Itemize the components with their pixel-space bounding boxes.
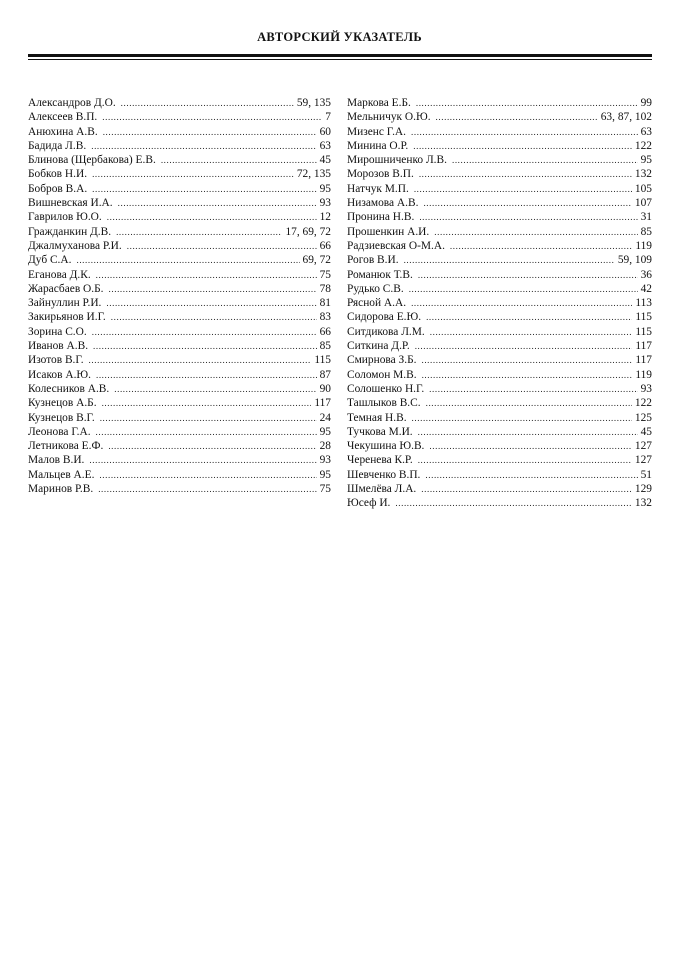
page-numbers: 63	[640, 125, 652, 138]
author-name: Маркова Е.Б.	[347, 97, 411, 109]
page-numbers: 36	[640, 268, 652, 281]
dot-leader	[114, 382, 316, 396]
page-numbers: 28	[319, 440, 331, 453]
dot-leader	[127, 239, 317, 253]
index-entry	[347, 496, 652, 510]
author-name: Тучкова М.И.	[347, 425, 413, 438]
index-entry	[347, 239, 652, 253]
dot-leader	[92, 325, 317, 339]
page-numbers: 99	[640, 97, 652, 109]
page-numbers: 93	[640, 382, 652, 395]
index-entry	[28, 239, 331, 253]
author-name: Колесников А.В.	[28, 382, 110, 395]
author-name: Жарасбаев О.Б.	[28, 282, 104, 295]
author-name: Александров Д.О.	[28, 97, 116, 109]
author-name: Шмелёва Л.А.	[347, 483, 417, 496]
index-entry	[28, 310, 331, 324]
index-column-left	[28, 96, 331, 496]
dot-leader	[116, 225, 282, 239]
index-entry	[28, 411, 331, 425]
index-entry	[347, 325, 652, 339]
index-entry	[347, 339, 652, 353]
index-entry	[347, 482, 652, 496]
author-name: Ситдикова Л.М.	[347, 325, 425, 338]
dot-leader	[429, 439, 632, 453]
dot-leader	[100, 411, 317, 425]
author-name: Леонова Г.А.	[28, 425, 91, 438]
dot-leader	[121, 96, 294, 110]
dot-leader	[436, 110, 598, 124]
dot-leader	[92, 167, 294, 181]
index-entry	[28, 225, 331, 239]
page-numbers: 12	[319, 211, 331, 224]
dot-leader	[109, 282, 317, 296]
page-numbers: 93	[319, 197, 331, 210]
page-numbers: 75	[319, 483, 331, 496]
index-entry	[28, 353, 331, 367]
dot-leader	[418, 268, 638, 282]
author-name: Шевченко В.П.	[347, 468, 421, 481]
page-numbers: 83	[319, 311, 331, 324]
page-numbers: 117	[314, 397, 331, 410]
page-numbers: 81	[319, 297, 331, 310]
page-numbers: 66	[319, 325, 331, 338]
dot-leader	[103, 125, 317, 139]
page-numbers: 95	[319, 182, 331, 195]
dot-leader	[96, 368, 317, 382]
dot-leader	[102, 396, 312, 410]
dot-leader	[426, 310, 632, 324]
index-entry	[28, 339, 331, 353]
dot-leader	[106, 296, 316, 310]
index-entry	[28, 96, 331, 110]
page-numbers: 125	[634, 411, 652, 424]
page-numbers: 87	[319, 368, 331, 381]
author-name: Джалмуханова Р.И.	[28, 239, 122, 252]
dot-leader	[423, 196, 631, 210]
author-name: Анюхина А.В.	[28, 125, 98, 138]
author-name: Иванов А.В.	[28, 340, 89, 353]
index-entry	[347, 425, 652, 439]
index-entry	[28, 325, 331, 339]
dot-leader	[111, 310, 317, 324]
index-entry	[28, 382, 331, 396]
page-numbers: 119	[635, 239, 652, 252]
author-name: Летникова Е.Ф.	[28, 440, 104, 453]
author-name: Еганова Д.К.	[28, 268, 91, 281]
author-name: Сидорова Е.Ю.	[347, 311, 422, 324]
dot-leader	[107, 210, 317, 224]
author-name: Малов В.И.	[28, 454, 85, 467]
dot-leader	[421, 353, 632, 367]
page-numbers: 63	[319, 139, 331, 152]
author-name: Низамова А.В.	[347, 197, 419, 210]
page-numbers: 129	[634, 483, 652, 496]
dot-leader	[418, 425, 638, 439]
author-name: Чекушина Ю.В.	[347, 440, 425, 453]
page-numbers: 105	[634, 182, 652, 195]
page-numbers: 115	[635, 325, 652, 338]
dot-leader	[421, 482, 632, 496]
dot-leader	[404, 253, 615, 267]
page-numbers: 24	[319, 411, 331, 424]
dot-leader	[419, 167, 632, 181]
page-numbers: 66	[319, 239, 331, 252]
dot-leader	[429, 382, 637, 396]
page-numbers: 113	[635, 297, 652, 310]
author-name: Бобков Н.И.	[28, 168, 88, 181]
author-name: Блинова (Щербакова) Е.В.	[28, 154, 156, 167]
author-name: Соломон М.В.	[347, 368, 417, 381]
index-entry	[347, 282, 652, 296]
author-name: Темная Н.В.	[347, 411, 407, 424]
index-entry	[28, 182, 331, 196]
author-name: Ситкина Д.Р.	[347, 340, 410, 353]
index-entry	[347, 139, 652, 153]
dot-leader	[93, 339, 317, 353]
page-numbers: 7	[325, 111, 331, 124]
index-entry	[347, 196, 652, 210]
dot-leader	[412, 411, 632, 425]
author-name: Маринов Р.В.	[28, 483, 94, 496]
index-entry	[347, 368, 652, 382]
author-name: Смирнова З.Б.	[347, 354, 417, 367]
page-numbers: 63, 87, 102	[600, 111, 652, 124]
author-name: Вишневская И.А.	[28, 197, 113, 210]
dot-leader	[411, 125, 638, 139]
author-name: Закирьянов И.Г.	[28, 311, 106, 324]
author-name: Мизенс Г.А.	[347, 125, 406, 138]
dot-leader	[450, 239, 632, 253]
index-entry	[347, 110, 652, 124]
page-numbers: 59, 109	[617, 254, 652, 267]
page-numbers: 75	[319, 268, 331, 281]
page-numbers: 69, 72	[302, 254, 331, 267]
author-name: Бобров В.А.	[28, 182, 88, 195]
author-name: Кузнецов В.Г.	[28, 411, 95, 424]
author-name: Гаврилов Ю.О.	[28, 211, 102, 224]
author-name: Бадида Л.В.	[28, 139, 87, 152]
index-entry	[347, 182, 652, 196]
index-entry	[347, 125, 652, 139]
dot-leader	[96, 425, 317, 439]
author-name: Солошенко Н.Г.	[347, 382, 425, 395]
page-numbers: 115	[635, 311, 652, 324]
author-name: Изотов В.Г.	[28, 354, 84, 367]
index-entry	[28, 167, 331, 181]
dot-leader	[419, 210, 637, 224]
header-rule-thick	[28, 54, 652, 57]
page-numbers: 72, 135	[296, 168, 331, 181]
index-entry	[28, 396, 331, 410]
page-numbers: 85	[640, 225, 652, 238]
index-entry	[347, 225, 652, 239]
index-entry	[347, 439, 652, 453]
index-entry	[28, 482, 331, 496]
index-entry	[28, 125, 331, 139]
index-entry	[347, 468, 652, 482]
author-name: Романюк Т.В.	[347, 268, 413, 281]
page-numbers: 90	[319, 382, 331, 395]
index-entry	[28, 468, 331, 482]
author-name: Мальцев А.Е.	[28, 468, 95, 481]
page-numbers: 93	[319, 454, 331, 467]
index-entry	[28, 368, 331, 382]
index-entry	[347, 453, 652, 467]
dot-leader	[91, 139, 316, 153]
dot-leader	[89, 353, 312, 367]
page-numbers: 107	[634, 197, 652, 210]
index-entry	[28, 268, 331, 282]
dot-leader	[89, 453, 316, 467]
index-entry	[28, 210, 331, 224]
page-numbers: 122	[634, 397, 652, 410]
index-entry	[347, 353, 652, 367]
page-numbers: 127	[634, 454, 652, 467]
index-entry	[28, 282, 331, 296]
dot-leader	[108, 439, 316, 453]
dot-leader	[426, 396, 632, 410]
index-entry	[347, 396, 652, 410]
index-entry	[347, 153, 652, 167]
dot-leader	[76, 253, 299, 267]
author-name: Кузнецов А.Б.	[28, 397, 97, 410]
page-numbers: 42	[640, 282, 652, 295]
author-name: Зайнуллин Р.И.	[28, 297, 102, 310]
author-name: Минина О.Р.	[347, 139, 409, 152]
dot-leader	[415, 339, 633, 353]
author-name: Рогов В.И.	[347, 254, 399, 267]
index-entry	[28, 110, 331, 124]
author-name: Мельничук О.Ю.	[347, 111, 431, 124]
index-entry	[347, 210, 652, 224]
dot-leader	[425, 468, 637, 482]
page-numbers: 122	[634, 139, 652, 152]
header-rule-thin	[28, 59, 652, 60]
dot-leader	[434, 225, 637, 239]
index-entry	[28, 253, 331, 267]
page-numbers: 132	[634, 168, 652, 181]
author-name: Дуб С.А.	[28, 254, 72, 267]
author-name: Гражданкин Д.В.	[28, 225, 112, 238]
index-entry	[28, 196, 331, 210]
author-name: Прошенкин А.И.	[347, 225, 430, 238]
page-numbers: 45	[640, 425, 652, 438]
dot-leader	[422, 368, 633, 382]
dot-leader	[98, 482, 316, 496]
dot-leader	[418, 453, 632, 467]
author-name: Алексеев В.П.	[28, 111, 98, 124]
index-entry	[347, 310, 652, 324]
index-entry	[28, 153, 331, 167]
dot-leader	[161, 153, 317, 167]
index-entry	[28, 439, 331, 453]
dot-leader	[413, 139, 632, 153]
dot-leader	[416, 96, 638, 110]
page-numbers: 95	[640, 154, 652, 167]
index-entry	[347, 96, 652, 110]
page-numbers: 45	[319, 154, 331, 167]
page-numbers: 78	[319, 282, 331, 295]
dot-leader	[395, 496, 632, 510]
index-entry	[28, 139, 331, 153]
dot-leader	[96, 268, 317, 282]
author-name: Юсеф И.	[347, 497, 391, 510]
page-numbers: 17, 69, 72	[285, 225, 331, 238]
page-numbers: 117	[635, 354, 652, 367]
page-numbers: 127	[634, 440, 652, 453]
page-title: АВТОРСКИЙ УКАЗАТЕЛЬ	[257, 30, 422, 45]
page-numbers: 95	[319, 468, 331, 481]
index-entry	[28, 425, 331, 439]
dot-leader	[102, 110, 322, 124]
dot-leader	[118, 196, 317, 210]
dot-leader	[99, 468, 316, 482]
dot-leader	[409, 282, 638, 296]
author-name: Зорина С.О.	[28, 325, 87, 338]
index-entry	[347, 167, 652, 181]
author-name: Мирошниченко Л.В.	[347, 154, 447, 167]
page-numbers: 51	[640, 468, 652, 481]
index-column-right	[347, 96, 652, 511]
dot-leader	[430, 325, 633, 339]
page-numbers: 85	[319, 340, 331, 353]
index-entry	[347, 411, 652, 425]
page-numbers: 59, 135	[296, 97, 331, 109]
author-name: Пронина Н.В.	[347, 211, 415, 224]
index-entry	[347, 382, 652, 396]
author-name: Рясной А.А.	[347, 297, 407, 310]
author-name: Натчук М.П.	[347, 182, 409, 195]
page-numbers: 60	[319, 125, 331, 138]
index-entry	[28, 296, 331, 310]
page-numbers: 117	[635, 340, 652, 353]
author-name: Исаков А.Ю.	[28, 368, 91, 381]
page-numbers: 95	[319, 425, 331, 438]
index-entry	[347, 253, 652, 267]
dot-leader	[414, 182, 632, 196]
author-name: Морозов В.П.	[347, 168, 414, 181]
index-entry	[347, 268, 652, 282]
author-name: Черенева К.Р.	[347, 454, 413, 467]
index-entry	[347, 296, 652, 310]
page-numbers: 115	[314, 354, 331, 367]
dot-leader	[452, 153, 638, 167]
page-numbers: 132	[634, 497, 652, 510]
author-name: Ташлыков В.С.	[347, 397, 421, 410]
dot-leader	[92, 182, 316, 196]
dot-leader	[411, 296, 632, 310]
author-name: Рудько С.В.	[347, 282, 404, 295]
author-name: Радзиевская О-М.А.	[347, 239, 445, 252]
index-entry	[28, 453, 331, 467]
page-numbers: 119	[635, 368, 652, 381]
page-numbers: 31	[640, 211, 652, 224]
